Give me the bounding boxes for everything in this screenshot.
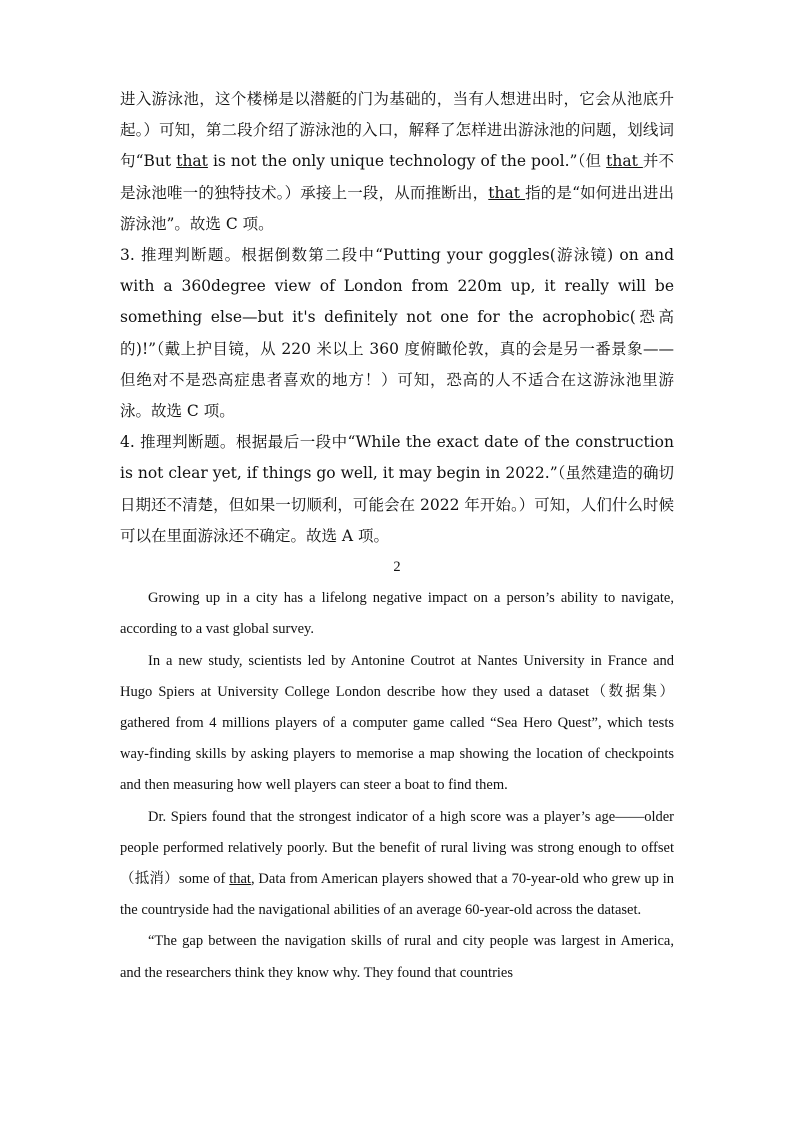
answer-text: 指的是“如何进出进出游泳池”。故选 C 项。 [120, 183, 674, 233]
answer-paragraph-continued [120, 84, 674, 240]
passage-paragraph-1: Growing up in a city has a lifelong negative impact on a person’s ability to navigate, according to a vast global survey. [120, 590, 674, 638]
answer-4: 4. 推理判断题。根据最后一段中“While the exact date of the construction is not clear yet, if things go well, it may begin in 2022.”（虽然建造的确切日期还不清楚，但如果一切顺利，可能会在 2022 年开始。）可知，人们什么时候可以在里面游泳还不确定。故选 A 项。 [120, 433, 674, 545]
document-content [120, 84, 674, 989]
passage-number: 2 [393, 559, 401, 576]
passage-text: Dr. Spiers found that the strongest indicator of a high score was a player’s age——older people performed relatively poorly. But the benefit of rural living was strong enough to offset（抵消）some of [120, 808, 674, 888]
passage-paragraph-2: In a new study, scientists led by Antonine Coutrot at Nantes University in France and Hugo Spiers at University College London describe how they used a dataset（数据集）gathered from 4 millions players of a computer game called “Sea Hero Quest”, which tests way-finding skills by asking players to memorise a map showing the location of checkpoints and then measuring how well players can steer a boat to find them. [120, 652, 674, 794]
underlined-word: that [606, 152, 643, 171]
answer-3: 3. 推理判断题。根据倒数第二段中“Putting your goggles(游泳镜) on and with a 360degree view of London from 220m up, it really will be something else—but it's definitely not one for the acrophobic(恐高的)!”（戴上护目镜，从 220 米以上 360 度俯瞰伦敦，真的会是另一番景象——但绝对不是恐高症患者喜欢的地方！）可知，恐高的人不适合在这游泳池里游泳。故选 C 项。 [120, 246, 674, 421]
passage-text: , Data from American players showed that a 70-year-old who grew up in the countryside had the navigational abilities of an average 60-year-old across the dataset. [120, 871, 674, 919]
underlined-word: that [229, 871, 251, 888]
answer-text: 进入游泳池，这个楼梯是以潜艇的门为基础的，当有人想进出时，它会从池底升起。）可知，第二段介绍了游泳池的入口，解释了怎样进出游泳池的问题，划线词句“But [120, 90, 674, 171]
passage-paragraph-4: “The gap between the navigation skills of rural and city people was largest in America, and the researchers think they know why. They found that countries [120, 933, 674, 981]
answer-text: 并不是泳池唯一的独特技术。）承接上一段，从而推断出， [120, 152, 675, 202]
answer-text: is not the only unique technology of the pool.”（但 [207, 152, 607, 171]
passage-paragraph-3 [120, 802, 674, 927]
underlined-word: that [176, 152, 208, 171]
underlined-word: that [488, 183, 526, 202]
